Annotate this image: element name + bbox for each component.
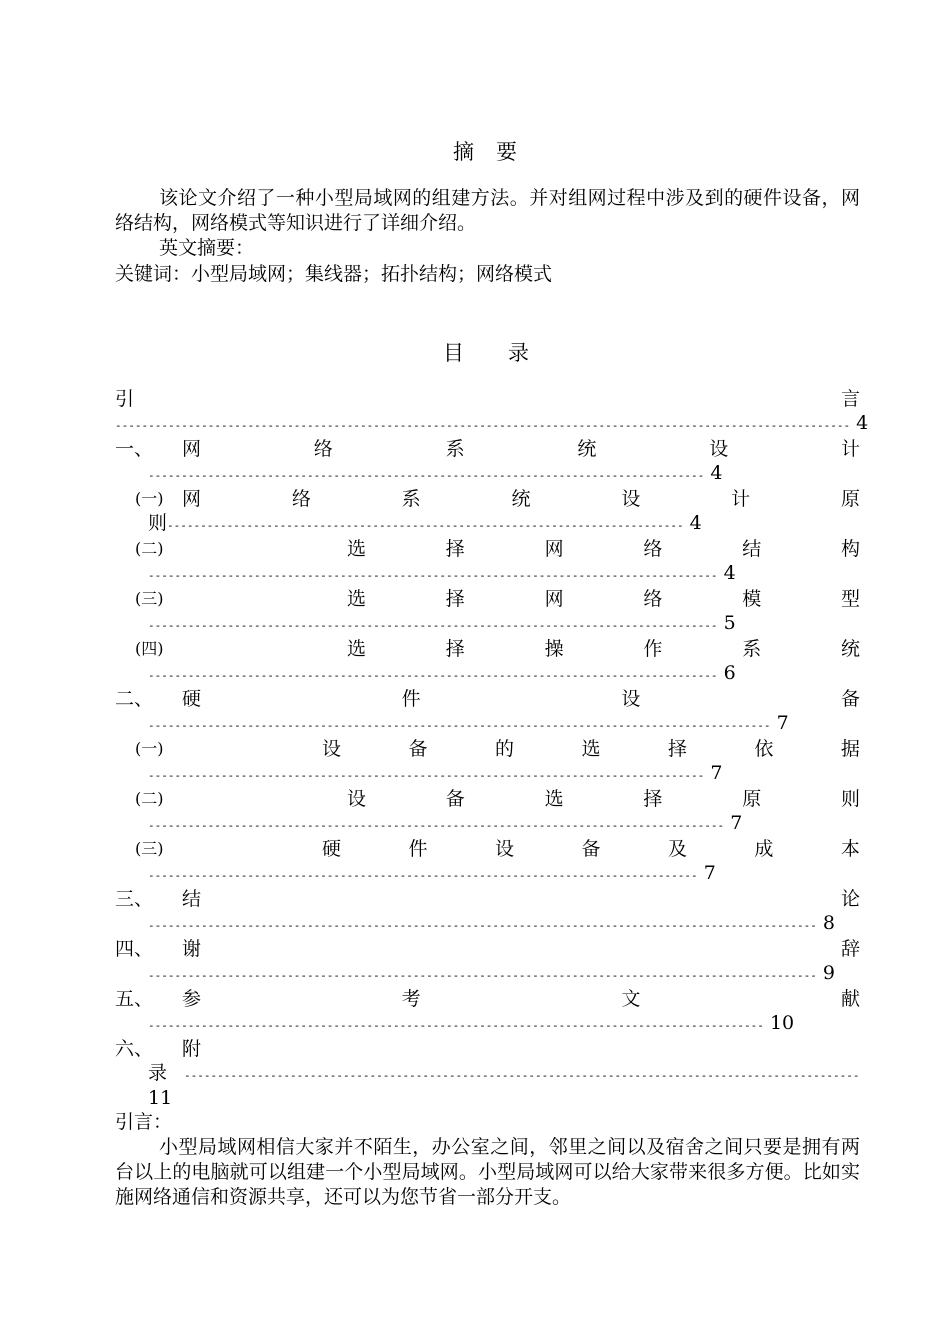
toc-title-char: 备 bbox=[840, 688, 860, 710]
toc-title-char: 统 bbox=[511, 488, 531, 510]
toc-title-char: 网 bbox=[544, 588, 564, 610]
toc-page-number: 9 bbox=[816, 962, 836, 984]
toc-title-char: 择 bbox=[445, 538, 465, 560]
toc-entry-number: 五、 bbox=[115, 988, 154, 1010]
toc-title-char: 网 bbox=[544, 538, 564, 560]
toc-leader-dashes: ------------------------------------------------------------------------------------ bbox=[148, 769, 705, 782]
toc-leader-dashes: --------------------------------------------------------------------------------------------------------------- bbox=[115, 419, 851, 432]
toc-title-char: 硬 bbox=[182, 688, 202, 710]
toc-leader-dashes: -------------------------------------------------------------------------------------- bbox=[148, 569, 718, 582]
toc-page-number: 7 bbox=[724, 812, 743, 834]
toc-title-char: 原 bbox=[742, 788, 762, 810]
toc-title-char: 备 bbox=[408, 738, 428, 760]
toc-leader bbox=[148, 1061, 860, 1088]
toc-title-char: 选 bbox=[347, 588, 367, 610]
toc-page-number: 4 bbox=[683, 512, 702, 534]
toc-entry-title bbox=[347, 786, 860, 812]
toc-leader bbox=[148, 661, 736, 688]
toc-page-number: 4 bbox=[850, 412, 869, 434]
toc-entry-title bbox=[182, 436, 860, 462]
toc-title-char: 备 bbox=[445, 788, 465, 810]
keywords-text: 小型局域网；集线器；拓扑结构；网络模式 bbox=[191, 263, 553, 285]
toc-title-char: 作 bbox=[643, 638, 663, 660]
toc-title-char: 系 bbox=[401, 488, 421, 510]
toc-title-char: 考 bbox=[401, 988, 421, 1010]
toc-title-char: 设 bbox=[494, 838, 514, 860]
keywords-label: 关键词： bbox=[115, 263, 192, 285]
toc-title-char: 论 bbox=[840, 888, 860, 910]
toc-entry-title bbox=[182, 486, 860, 512]
toc-title-char: 参 bbox=[182, 988, 202, 1010]
toc-title-char: 目 bbox=[443, 341, 464, 365]
toc-entry-number: 三、 bbox=[115, 888, 154, 910]
toc-leader bbox=[148, 511, 702, 538]
toc-title-char: 络 bbox=[643, 588, 663, 610]
toc-entry bbox=[115, 436, 860, 462]
toc-title-char: 系 bbox=[445, 438, 465, 460]
toc-entry bbox=[115, 386, 860, 412]
toc-entry-title bbox=[182, 886, 860, 912]
toc-title-char: 操 bbox=[544, 638, 564, 660]
toc-entry-number: 六、 bbox=[115, 1038, 154, 1060]
toc-entry bbox=[115, 636, 860, 662]
toc-title-char: 择 bbox=[445, 588, 465, 610]
toc-title-char: 选 bbox=[581, 738, 601, 760]
toc-title-char: 辞 bbox=[840, 938, 860, 960]
toc-page-number: 8 bbox=[816, 912, 836, 934]
toc-title-char: 络 bbox=[291, 488, 311, 510]
toc-leader bbox=[148, 811, 742, 838]
toc-entry bbox=[115, 886, 860, 912]
toc-entry-number: (一) bbox=[135, 489, 164, 508]
english-abstract-label: 英文摘要： bbox=[159, 237, 255, 259]
toc-entry-number: (一) bbox=[135, 739, 164, 758]
toc-leader bbox=[148, 561, 736, 588]
toc-title-char: 备 bbox=[581, 838, 601, 860]
toc-leader-dashes: ---------------------------------------------------------------------------------------------- bbox=[148, 719, 771, 732]
toc-title-char: 择 bbox=[643, 788, 663, 810]
toc-page-number: 7 bbox=[770, 712, 789, 734]
toc-entry-title bbox=[347, 636, 860, 662]
toc-leader bbox=[148, 461, 722, 488]
toc-entry-continuation: 录 bbox=[148, 1062, 168, 1084]
toc-title-char: 统 bbox=[840, 638, 860, 660]
toc-title-char: 谢 bbox=[182, 938, 202, 960]
toc-entry bbox=[115, 936, 860, 962]
toc-entry bbox=[115, 786, 860, 812]
toc-page-number: 5 bbox=[717, 612, 736, 634]
toc-page-number: 6 bbox=[717, 662, 736, 684]
toc-title bbox=[443, 337, 529, 367]
toc-leader-dashes: -------------------------------------------------------------------------------------- bbox=[148, 669, 718, 682]
toc-title-char: 硬 bbox=[322, 838, 342, 860]
toc-entry-number: (二) bbox=[135, 539, 164, 558]
toc-title-char: 件 bbox=[401, 688, 421, 710]
toc-entry-title bbox=[182, 1036, 201, 1062]
abstract-title bbox=[453, 136, 517, 166]
toc-entry-number: (三) bbox=[135, 839, 164, 858]
toc-page-number: 7 bbox=[704, 762, 723, 784]
toc-title-char: 系 bbox=[742, 638, 762, 660]
toc-title-char: 则 bbox=[840, 788, 860, 810]
toc-title-char: 成 bbox=[754, 838, 774, 860]
toc-title-char: 原 bbox=[840, 488, 860, 510]
toc-title-char: 的 bbox=[494, 738, 514, 760]
toc-entry bbox=[115, 486, 860, 512]
abstract-body: 该论文介绍了一种小型局域网的组建方法。并对组网过程中涉及到的硬件设备，网络结构，网络模式等知识进行了详细介绍。 bbox=[115, 187, 860, 234]
toc-leader bbox=[115, 411, 868, 438]
toc-entry bbox=[115, 686, 860, 712]
toc-leader bbox=[148, 761, 722, 788]
toc-entry-title bbox=[347, 536, 860, 562]
toc-entry bbox=[115, 736, 860, 762]
toc-title-char: 及 bbox=[667, 838, 687, 860]
toc-title-char: 件 bbox=[408, 838, 428, 860]
toc-page-number: 11 bbox=[148, 1087, 173, 1109]
toc-entry-number: (三) bbox=[135, 589, 164, 608]
toc-entry-number: 二、 bbox=[115, 688, 154, 710]
toc-page-number: 4 bbox=[717, 562, 736, 584]
toc-entry-number: (二) bbox=[135, 789, 164, 808]
toc-title-char: 设 bbox=[709, 438, 729, 460]
toc-page-number: 10 bbox=[763, 1012, 795, 1034]
toc-title-char: 设 bbox=[322, 738, 342, 760]
toc-leader bbox=[148, 911, 835, 938]
toc-title-char: 选 bbox=[347, 538, 367, 560]
toc-page-number: 7 bbox=[697, 862, 716, 884]
toc-leader-dashes: ------------------------------------------------------------------------------ bbox=[167, 519, 684, 532]
toc-leader-dashes: ------------------------------------------------------------------------------------ bbox=[148, 469, 705, 482]
toc-title-char: 统 bbox=[577, 438, 597, 460]
toc-title-char: 网 bbox=[182, 488, 202, 510]
toc-title-char: 模 bbox=[742, 588, 762, 610]
toc-title-char: 结 bbox=[742, 538, 762, 560]
toc-title-char: 计 bbox=[840, 438, 860, 460]
toc-title-char: 网 bbox=[182, 438, 202, 460]
toc-leader bbox=[148, 611, 736, 638]
toc-title-char: 设 bbox=[347, 788, 367, 810]
toc-leader bbox=[148, 711, 789, 738]
toc-title-char: 计 bbox=[731, 488, 751, 510]
toc-entry bbox=[115, 586, 860, 612]
toc-leader bbox=[148, 861, 716, 888]
toc-leader-dashes: ----------------------------------------------------------------------------------- bbox=[148, 869, 698, 882]
toc-leader-dashes: -------------------------------------------------------------------------------------- bbox=[148, 619, 718, 632]
toc-title-char: 文 bbox=[621, 988, 641, 1010]
toc-entry bbox=[115, 986, 860, 1012]
toc-title-char: 附 bbox=[182, 1038, 202, 1060]
toc-entry-title bbox=[322, 736, 860, 762]
toc-title-char: 择 bbox=[445, 638, 465, 660]
toc-leader bbox=[148, 1011, 794, 1038]
toc-entry-title bbox=[347, 586, 860, 612]
toc-page-number: 4 bbox=[704, 462, 723, 484]
keywords-line bbox=[115, 262, 552, 287]
toc-title-char: 设 bbox=[621, 688, 641, 710]
toc-leader-dashes: ----------------------------------------------------------------------------------------------------- bbox=[148, 919, 817, 932]
toc-title-char: 络 bbox=[313, 438, 333, 460]
toc-leader-dashes: ----------------------------------------------------------------------------------------------------- bbox=[148, 969, 817, 982]
toc-entry-number: 四、 bbox=[115, 938, 154, 960]
toc-entry bbox=[115, 536, 860, 562]
toc-entry-continuation: 则 bbox=[148, 512, 168, 534]
toc-leader-dashes: --------------------------------------------------------------------------------------------- bbox=[148, 1019, 764, 1032]
toc-title-char: 选 bbox=[544, 788, 564, 810]
intro-label: 引言： bbox=[115, 1111, 173, 1133]
toc-title-char: 设 bbox=[621, 488, 641, 510]
toc-title-char: 言 bbox=[840, 388, 860, 410]
toc-title-char: 选 bbox=[347, 638, 367, 660]
toc-entry-number: (四) bbox=[135, 639, 164, 658]
toc-entry-title bbox=[182, 686, 860, 712]
toc-entry bbox=[115, 1036, 860, 1062]
toc-title-char: 择 bbox=[667, 738, 687, 760]
toc-title-char: 依 bbox=[754, 738, 774, 760]
intro-body: 小型局域网相信大家并不陌生，办公室之间，邻里之间以及宿舍之间只要是拥有两台以上的电脑就可以组建一个小型局域网。小型局域网可以给大家带来很多方便。比如实施网络通信和资源共享，还可以为您节省一部分开支。 bbox=[115, 1136, 860, 1208]
toc-leader bbox=[148, 961, 835, 988]
toc-title-char: 构 bbox=[840, 538, 860, 560]
toc-entry-title bbox=[322, 836, 860, 862]
toc-entry-title bbox=[115, 386, 860, 412]
toc-entry-number: 一、 bbox=[115, 438, 154, 460]
abstract-title-char: 摘 bbox=[453, 140, 474, 164]
toc-title-char: 据 bbox=[840, 738, 860, 760]
toc-title-char: 本 bbox=[840, 838, 860, 860]
toc-title-char: 录 bbox=[508, 341, 529, 365]
abstract-title-char: 要 bbox=[496, 140, 517, 164]
toc-title-char: 型 bbox=[840, 588, 860, 610]
toc-title-char: 络 bbox=[643, 538, 663, 560]
toc-leader-dashes: --------------------------------------------------------------------------------------- bbox=[148, 819, 725, 832]
toc-title-char: 献 bbox=[840, 988, 860, 1010]
toc-entry-title bbox=[182, 936, 860, 962]
toc-leader-dashes: ------------------------------------------------------------------------------------------------------ bbox=[184, 1069, 860, 1082]
toc-title-char: 引 bbox=[115, 388, 135, 410]
toc-entry-title bbox=[182, 986, 860, 1012]
toc-title-char: 结 bbox=[182, 888, 202, 910]
toc-entry bbox=[115, 836, 860, 862]
